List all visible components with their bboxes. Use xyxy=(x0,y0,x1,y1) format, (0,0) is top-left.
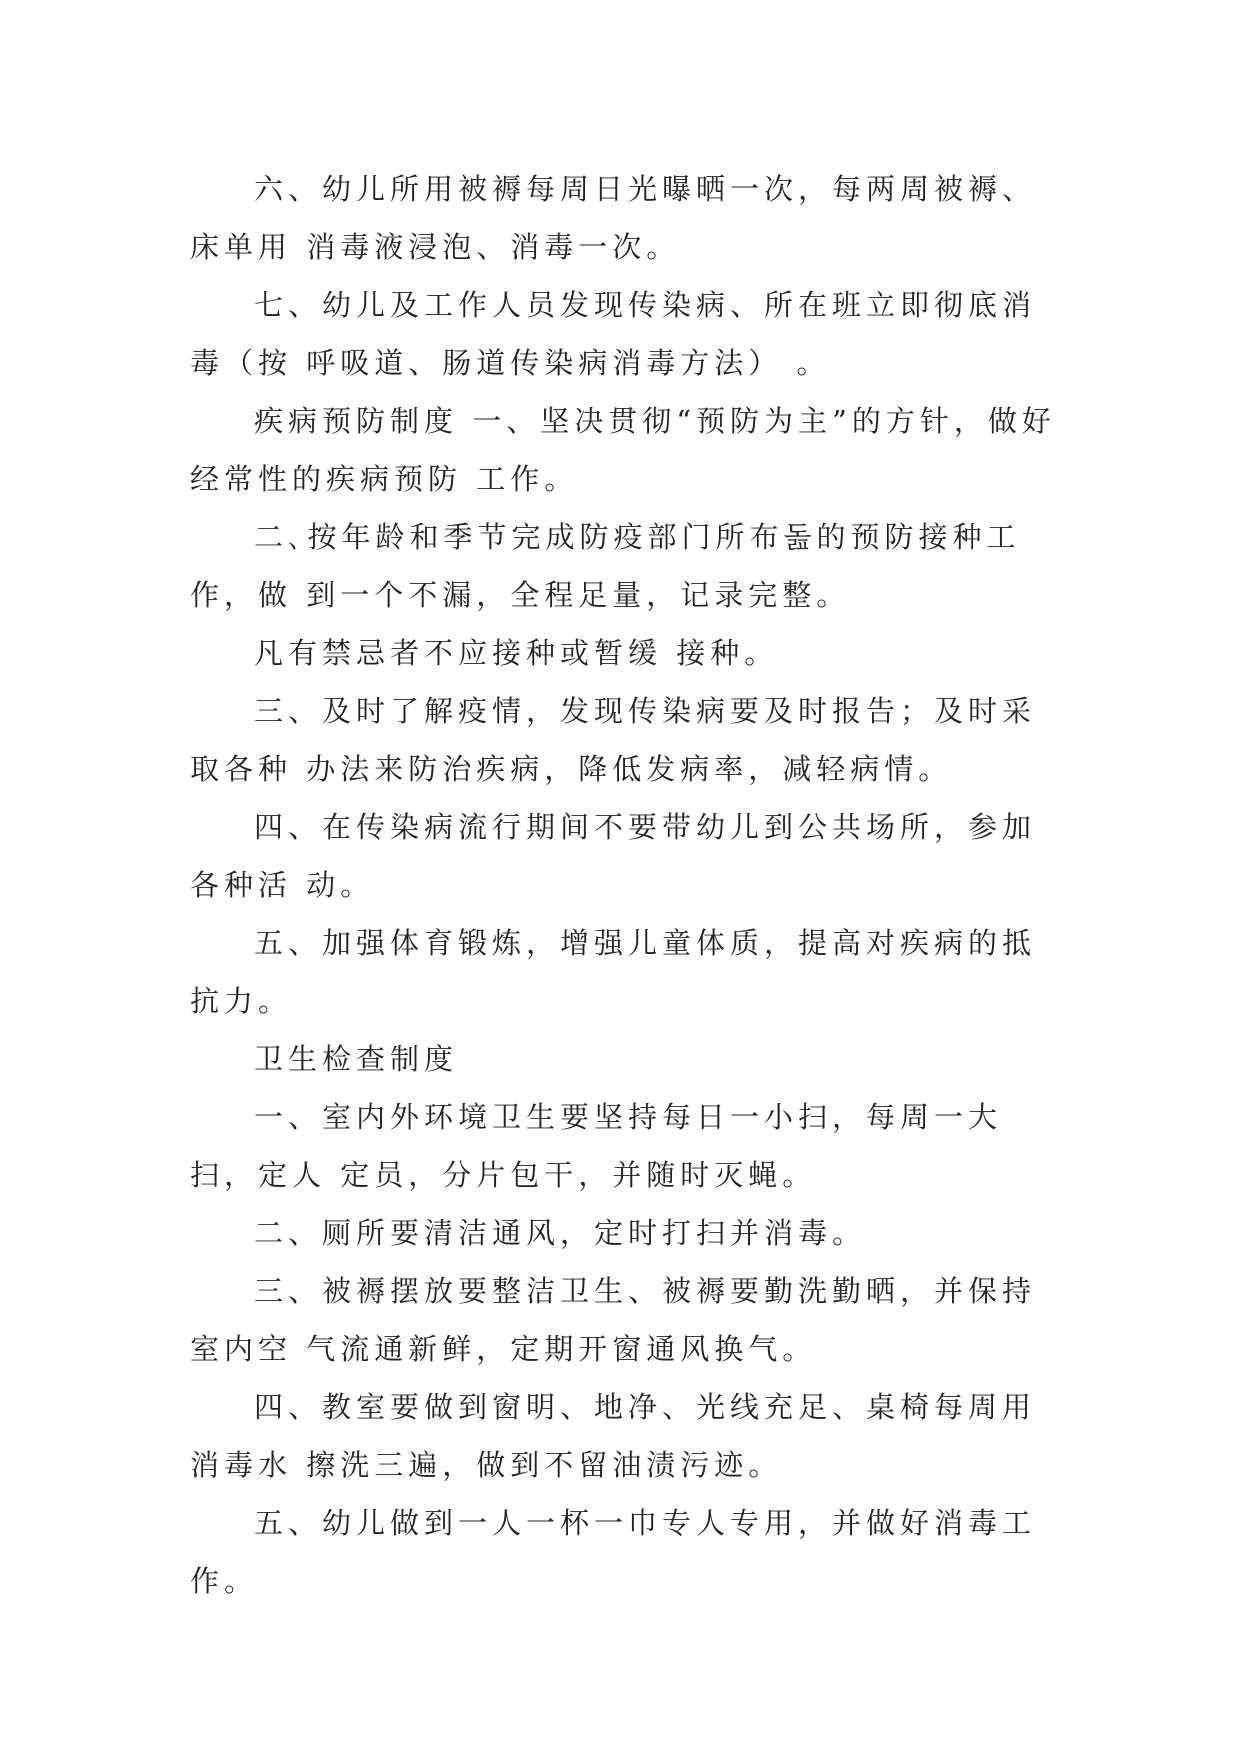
paragraph-epidemic-report: 三、及时了解疫情，发现传染病要及时报告；及时采取各种 办法来防治疾病，降低发病率，减轻病情。 xyxy=(190,694,1037,786)
paragraph-environment-cleaning: 一、室内外环境卫生要坚持每日一小扫，每周一大扫，定人 定员，分片包干，并随时灭蝇。 xyxy=(190,1100,1003,1192)
paragraph-bedding-sunning: 六、幼儿所用被褥每周日光曝晒一次，每两周被褥、床单用 消毒液浸泡、消毒一次。 xyxy=(190,172,1037,264)
paragraph-classroom-cleaning: 四、教室要做到窗明、地净、光线充足、桌椅每周用消毒水 擦洗三遍，做到不留油渍污迹。 xyxy=(190,1390,1037,1482)
paragraph-disease-prevention-heading: 疾病预防制度 一、坚决贯彻“预防为主”的方针，做好经常性的疾病预防 工作。 xyxy=(190,404,1056,496)
document-body xyxy=(190,160,1060,1610)
paragraph-contraindication: 凡有禁忌者不应接种或暂缓 接种。 xyxy=(254,636,779,670)
section-title-hygiene-inspection: 卫生检查制度 xyxy=(254,1042,459,1076)
paragraph-toilet-cleaning: 二、厕所要清洁通风，定时打扫并消毒。 xyxy=(254,1216,867,1250)
paragraph-physical-exercise: 五、加强体育锻炼，增强儿童体质，提高对疾病的抵抗力。 xyxy=(190,926,1037,1018)
paragraph-public-places: 四、在传染病流行期间不要带幼儿到公共场所，参加各种活 动。 xyxy=(190,810,1037,902)
paragraph-vaccination: 二､按年龄和季节完成防疫部门所布돒的预防接种工作，做 到一个不漏，全程足量，记录完整。 xyxy=(190,520,1021,612)
paragraph-personal-items: 五、幼儿做到一人一杯一巾专人专用，并做好消毒工作。 xyxy=(190,1506,1037,1598)
paragraph-bedding-ventilation: 三、被褥摆放要整洁卫生、被褥要勤洗勤晒，并保持室内空 气流通新鲜，定期开窗通风换气。 xyxy=(190,1274,1037,1366)
paragraph-infection-disinfection: 七、幼儿及工作人员发现传染病、所在班立即彻底消毒（按 呼吸道、肠道传染病消毒方法） 。 xyxy=(190,288,1037,380)
